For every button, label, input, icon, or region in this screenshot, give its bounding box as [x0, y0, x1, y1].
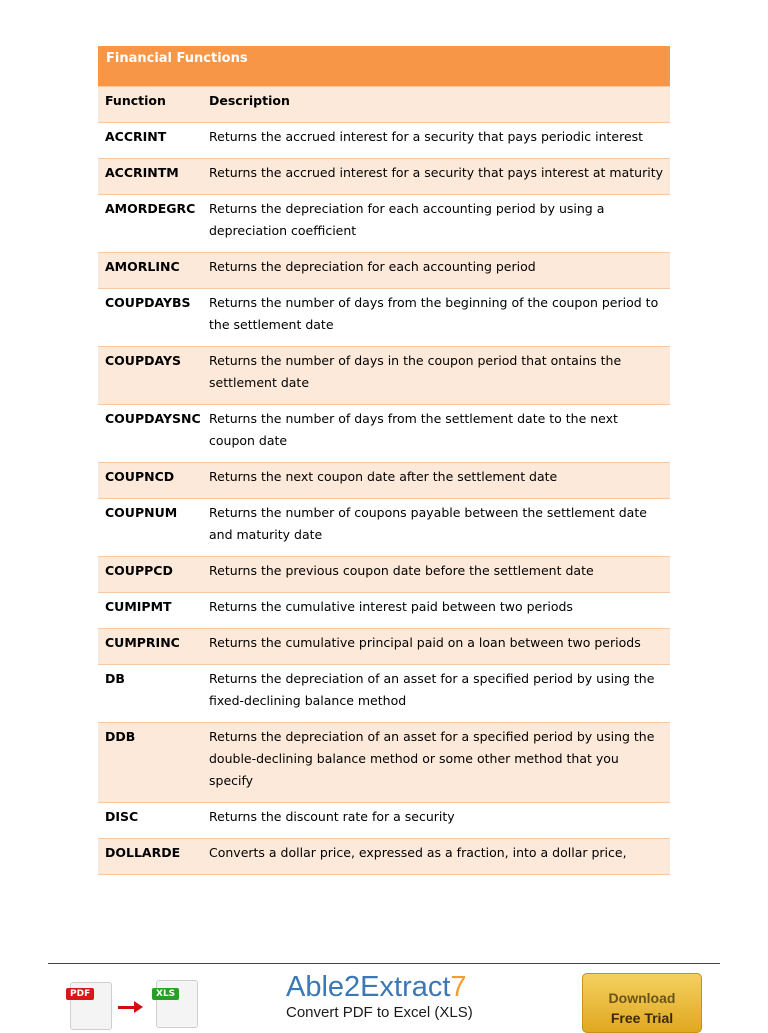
function-name: DISC — [105, 809, 139, 824]
function-description: Returns the number of days from the beginning of the coupon period to the settlement date — [209, 295, 659, 332]
function-name: DB — [105, 671, 125, 686]
function-name: COUPNCD — [105, 469, 175, 484]
function-name: ACCRINT — [105, 129, 167, 144]
function-name: DOLLARDE — [105, 845, 181, 860]
function-name: COUPNUM — [105, 505, 178, 520]
function-name: CUMPRINC — [105, 635, 180, 650]
brand-logo — [286, 970, 506, 1022]
table-row — [98, 664, 670, 722]
function-description: Returns the number of days in the coupon period that ontains the settlement date — [209, 353, 622, 390]
function-description: Returns the previous coupon date before the settlement date — [209, 563, 594, 578]
table-row — [98, 462, 670, 498]
function-description: Returns the discount rate for a security — [209, 809, 455, 824]
brand-version: 7 — [450, 971, 467, 1003]
function-description: Returns the depreciation for each accounting period by using a depreciation coefficient — [209, 201, 605, 238]
function-name: COUPDAYS — [105, 353, 182, 368]
table-row — [98, 288, 670, 346]
function-name: COUPDAYSNC — [105, 411, 201, 426]
table-row — [98, 194, 670, 252]
financial-functions-table — [98, 46, 670, 875]
brand-tagline: Convert PDF to Excel (XLS) — [286, 1004, 473, 1021]
footer-divider — [48, 963, 720, 964]
table-row — [98, 404, 670, 462]
pdf-tag: PDF — [66, 988, 94, 1000]
table-row — [98, 122, 670, 158]
function-description: Returns the depreciation for each accounting period — [209, 259, 536, 274]
function-description: Returns the depreciation of an asset for a specified period by using the double-declining balance method or some other method that you specify — [209, 729, 655, 788]
download-label: Download — [608, 990, 676, 1006]
function-name: DDB — [105, 729, 136, 744]
table-row — [98, 346, 670, 404]
function-description: Returns the number of coupons payable between the settlement date and maturity date — [209, 505, 647, 542]
function-description: Returns the accrued interest for a security that pays periodic interest — [209, 129, 644, 144]
xls-tag: XLS — [152, 988, 179, 1000]
function-description: Returns the accrued interest for a security that pays interest at maturity — [209, 165, 663, 180]
table-row — [98, 252, 670, 288]
arrow-right-icon — [134, 1001, 143, 1013]
function-description: Returns the next coupon date after the settlement date — [209, 469, 558, 484]
function-name: ACCRINTM — [105, 165, 179, 180]
table-row — [98, 158, 670, 194]
function-description: Returns the depreciation of an asset for a specified period by using the fixed-declining balance method — [209, 671, 655, 708]
table-row — [98, 838, 670, 874]
brand-name: Able2Extract — [286, 971, 451, 1003]
function-description: Converts a dollar price, expressed as a fraction, into a dollar price, — [209, 845, 627, 860]
function-description: Returns the cumulative interest paid between two periods — [209, 599, 573, 614]
function-name: COUPPCD — [105, 563, 173, 578]
function-description: Returns the number of days from the settlement date to the next coupon date — [209, 411, 618, 448]
function-name: AMORLINC — [105, 259, 180, 274]
header-description: Description — [209, 93, 290, 108]
table-row — [98, 802, 670, 838]
header-function: Function — [105, 93, 166, 108]
download-free-trial-button[interactable] — [582, 973, 702, 1033]
table-row — [98, 556, 670, 592]
function-name: AMORDEGRC — [105, 201, 196, 216]
pdf-to-xls-graphic — [66, 980, 206, 1024]
table-header-row — [98, 86, 670, 122]
function-name: CUMIPMT — [105, 599, 172, 614]
table-row — [98, 498, 670, 556]
function-name: COUPDAYBS — [105, 295, 191, 310]
table-row — [98, 628, 670, 664]
free-trial-label: Free Trial — [610, 1010, 674, 1026]
table-title: Financial Functions — [98, 46, 670, 86]
function-description: Returns the cumulative principal paid on a loan between two periods — [209, 635, 641, 650]
table-row — [98, 592, 670, 628]
table-row — [98, 722, 670, 802]
